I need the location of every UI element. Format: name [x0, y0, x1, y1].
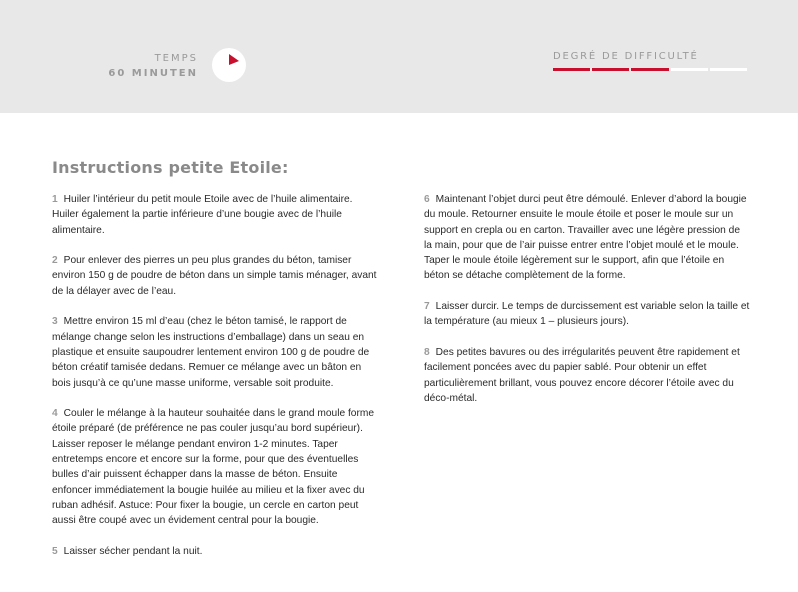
step-text: Des petites bavures ou des irrégularités peuvent être rapidement et facilement poncées avec du papier sablé. Pour obtenir un effet particulièrement brillant, vous pouvez encore décorer l’étoile avec du déco-métal.	[424, 346, 740, 404]
instruction-step	[52, 406, 378, 528]
instruction-step	[52, 192, 378, 238]
instruction-step	[52, 544, 378, 559]
page-title: Instructions petite Etoile:	[52, 158, 289, 177]
difficulty-bar-3	[631, 68, 668, 71]
clock-pie-icon	[212, 48, 246, 82]
step-number: 6	[424, 194, 430, 205]
step-text: Pour enlever des pierres un peu plus grandes du béton, tamiser environ 150 g de poudre de béton dans un simple tamis ménager, avant de la délayer avec de l’eau.	[52, 255, 377, 297]
instructions-left-column	[52, 192, 378, 574]
difficulty-label: DEGRÉ DE DIFFICULTÉ	[553, 51, 699, 62]
difficulty-bars	[553, 68, 747, 71]
instruction-step	[424, 192, 750, 284]
time-label: TEMPS	[154, 53, 198, 64]
instruction-step	[424, 345, 750, 406]
instructions-right-column	[424, 192, 750, 421]
instruction-step	[52, 314, 378, 390]
step-number: 8	[424, 346, 430, 358]
header-band	[0, 0, 798, 113]
step-text: Huiler l’intérieur du petit moule Etoile avec de l’huile alimentaire. Huiler également la partie inférieure d’une bougie avec de l’huile alimentaire.	[52, 194, 353, 236]
step-number: 4	[52, 408, 58, 420]
instruction-step	[52, 253, 378, 299]
time-info	[108, 51, 198, 81]
difficulty-bar-1	[553, 68, 590, 71]
difficulty-bar-2	[592, 68, 629, 71]
step-number: 2	[52, 255, 58, 267]
step-text: Laisser sécher pendant la nuit.	[63, 545, 203, 557]
step-number: 3	[52, 316, 58, 328]
step-text: Maintenant l’objet durci peut être démoulé. Enlever d’abord la bougie du moule. Retourner ensuite le moule étoile et poser le moule sur un support en crepla ou en carton. Travailler avec une légère pression de la main, pour que de l’air puisse entrer entre l’objet moulé et le moule. Taper le moule étoile légèrement sur le support, afin que l’étoile en béton se détache complètement de la forme.	[424, 194, 747, 282]
time-value: 60 MINUTEN	[108, 68, 198, 79]
difficulty-bar-4	[671, 68, 708, 71]
step-number: 1	[52, 194, 58, 205]
instruction-step	[424, 299, 750, 330]
step-text: Mettre environ 15 ml d’eau (chez le béton tamisé, le rapport de mélange change selon les instructions d’emballage) dans un seau en plastique et ensuite saupoudrer lentement environ 100 g de poudre de béton créatif tamisée dedans. Remuer ce mélange avec un bâton en bois jusqu’à ce qu’une masse uniforme, versable soit produite.	[52, 316, 370, 389]
step-text: Couler le mélange à la hauteur souhaitée dans le grand moule forme étoile préparé (de préférence ne pas couler jusqu’au bord supérieur). Laisser reposer le mélange pendant environ 1-2 minutes. Taper entretemps encore et encore sur la forme, pour que des éventuelles bulles d’air puissent échapper dans la masse de béton. Ensuite enfoncer immédiatement la bougie huilée au milieu et la fixer avec du ruban adhésif. Astuce: Pour fixer la bougie, un cercle en carton peut aussi être coupé avec un évidement central pour la bougie.	[52, 408, 375, 527]
difficulty-indicator	[553, 51, 747, 71]
step-number: 5	[52, 545, 58, 557]
difficulty-bar-5	[710, 68, 747, 71]
step-number: 7	[424, 301, 430, 313]
step-text: Laisser durcir. Le temps de durcissement est variable selon la taille et la température (au mieux 1 – plusieurs jours).	[424, 301, 750, 328]
